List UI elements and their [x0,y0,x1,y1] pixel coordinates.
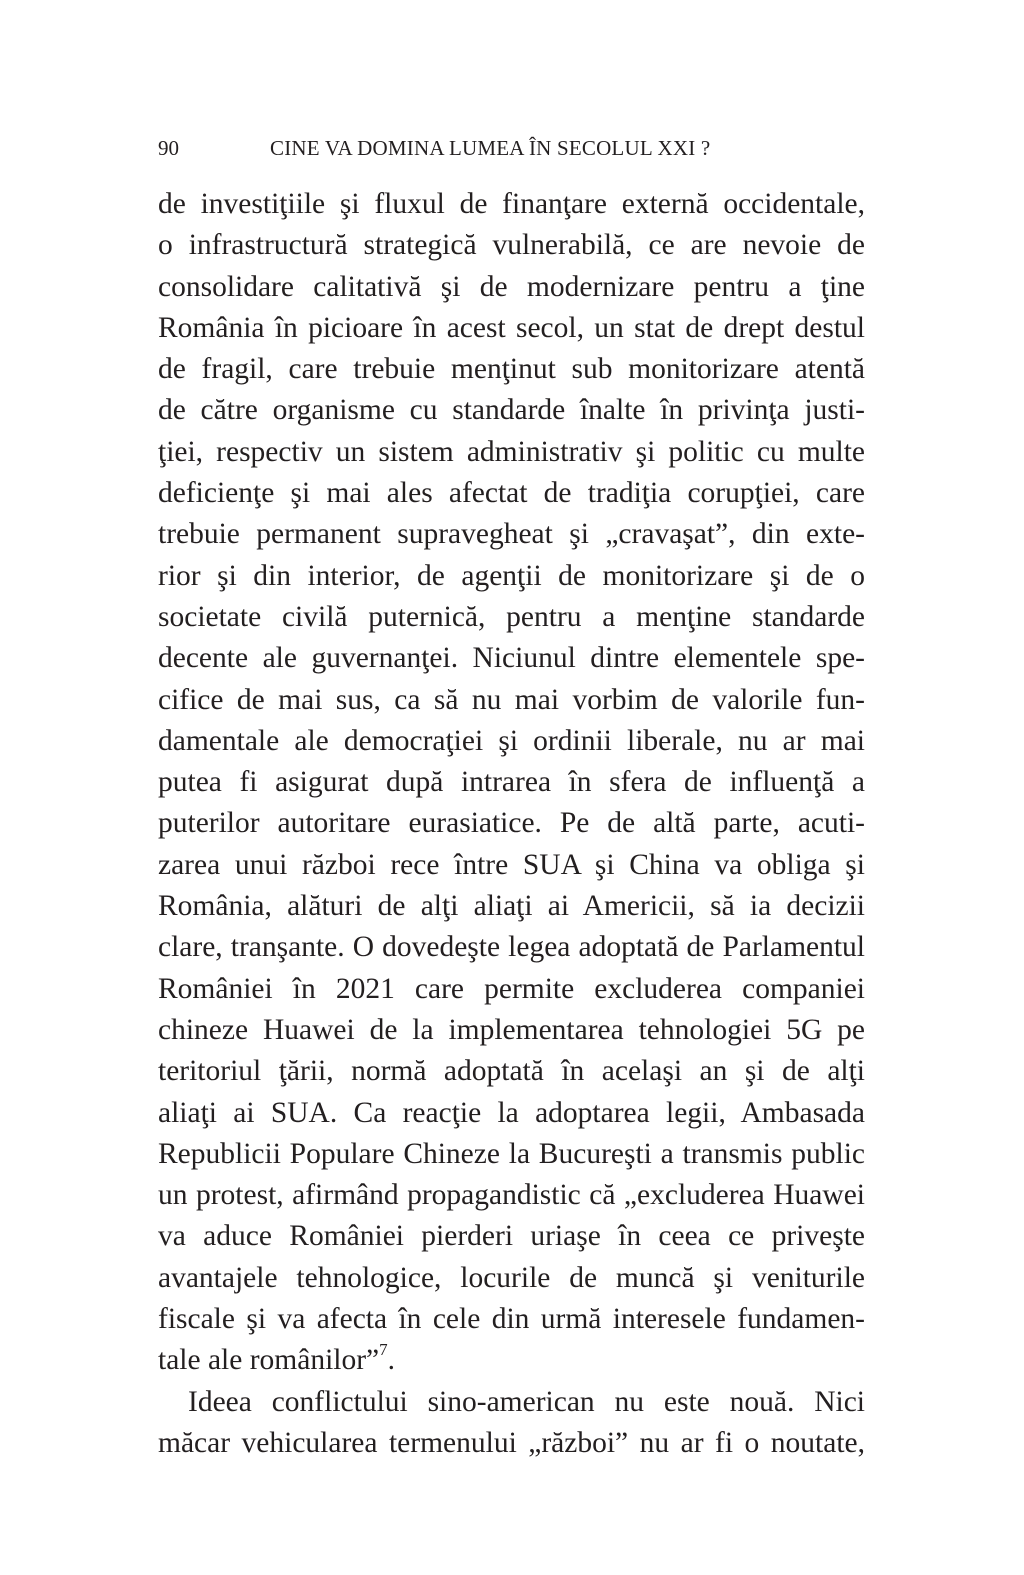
text-line: ţiei, respectiv un sistem administrativ şi politic cu multe [158,435,865,468]
text-line: putea fi asigurat după intrarea în sfera de influenţă a [158,766,865,799]
text-line: teritoriul ţării, normă adoptată în acelaşi an şi de alţi [158,1055,865,1088]
text-line: României în 2021 care permite excluderea companiei [158,972,865,1005]
text-line: trebuie permanent supravegheat şi „cravaşat”, din exte- [158,518,865,551]
body-text [158,184,865,1464]
text-line: România în picioare în acest secol, un stat de drept destul [158,311,865,344]
text-line: zarea unui război rece între SUA şi China va obliga şi [158,848,865,881]
text-line: România, alături de alţi aliaţi ai Americii, să ia decizii [158,890,865,923]
page-number: 90 [158,136,179,160]
text-line-content: tale ale românilor” [158,1344,380,1377]
text-line: damentale ale democraţiei şi ordinii liberale, nu ar mai [158,724,865,757]
text-line: o infrastructură strategică vulnerabilă, ce are nevoie de [158,229,865,262]
text-line: fiscale şi va afecta în cele din urmă interesele fundamen- [158,1303,865,1336]
text-line: puterilor autoritare eurasiatice. Pe de altă parte, acuti- [158,807,865,840]
text-line: de fragil, care trebuie menţinut sub monitorizare atentă [158,353,865,386]
text-punctuation: . [387,1344,396,1377]
text-line: un protest, afirmând propagandistic că „excluderea Huawei [158,1179,865,1212]
paragraph [158,184,865,1340]
text-line: decente ale guvernanţei. Niciunul dintre elementele spe- [158,642,865,675]
text-line [158,1340,865,1381]
text-line: Republicii Populare Chineze la Bucureşti a transmis public [158,1137,865,1170]
text-line: aliaţi ai SUA. Ca reacţie la adoptarea legii, Ambasada [158,1096,865,1129]
text-line: rior şi din interior, de agenţii de monitorizare şi de o [158,559,865,592]
text-line: Ideea conflictului sino-american nu este nouă. Nici [188,1385,865,1418]
text-line: chineze Huawei de la implementarea tehnologiei 5G pe [158,1013,865,1046]
text-line: societate civilă puternică, pentru a menţine standarde [158,600,865,633]
text-line: de către organisme cu standarde înalte în privinţa justi- [158,394,865,427]
text-line: cifice de mai sus, ca să nu mai vorbim de valorile fun- [158,683,865,716]
footnote-reference[interactable]: 7 [379,1340,388,1360]
running-title: CINE VA DOMINA LUMEA ÎN SECOLUL XXI ? [270,136,711,160]
text-line: va aduce României pierderi uriaşe în ceea ce priveşte [158,1220,865,1253]
text-line: deficienţe şi mai ales afectat de tradiţia corupţiei, care [158,477,865,510]
text-line: clare, tranşante. O dovedeşte legea adoptată de Parlamentul [158,931,865,964]
text-line: de investiţiile şi fluxul de finanţare externă occidentale, [158,188,865,220]
text-line: măcar vehicularea termenului „război” nu ar fi o noutate, [158,1426,865,1459]
paragraph [158,1382,865,1465]
text-line: avantajele tehnologice, locurile de muncă şi veniturile [158,1261,865,1294]
text-line: consolidare calitativă şi de modernizare pentru a ţine [158,270,865,303]
